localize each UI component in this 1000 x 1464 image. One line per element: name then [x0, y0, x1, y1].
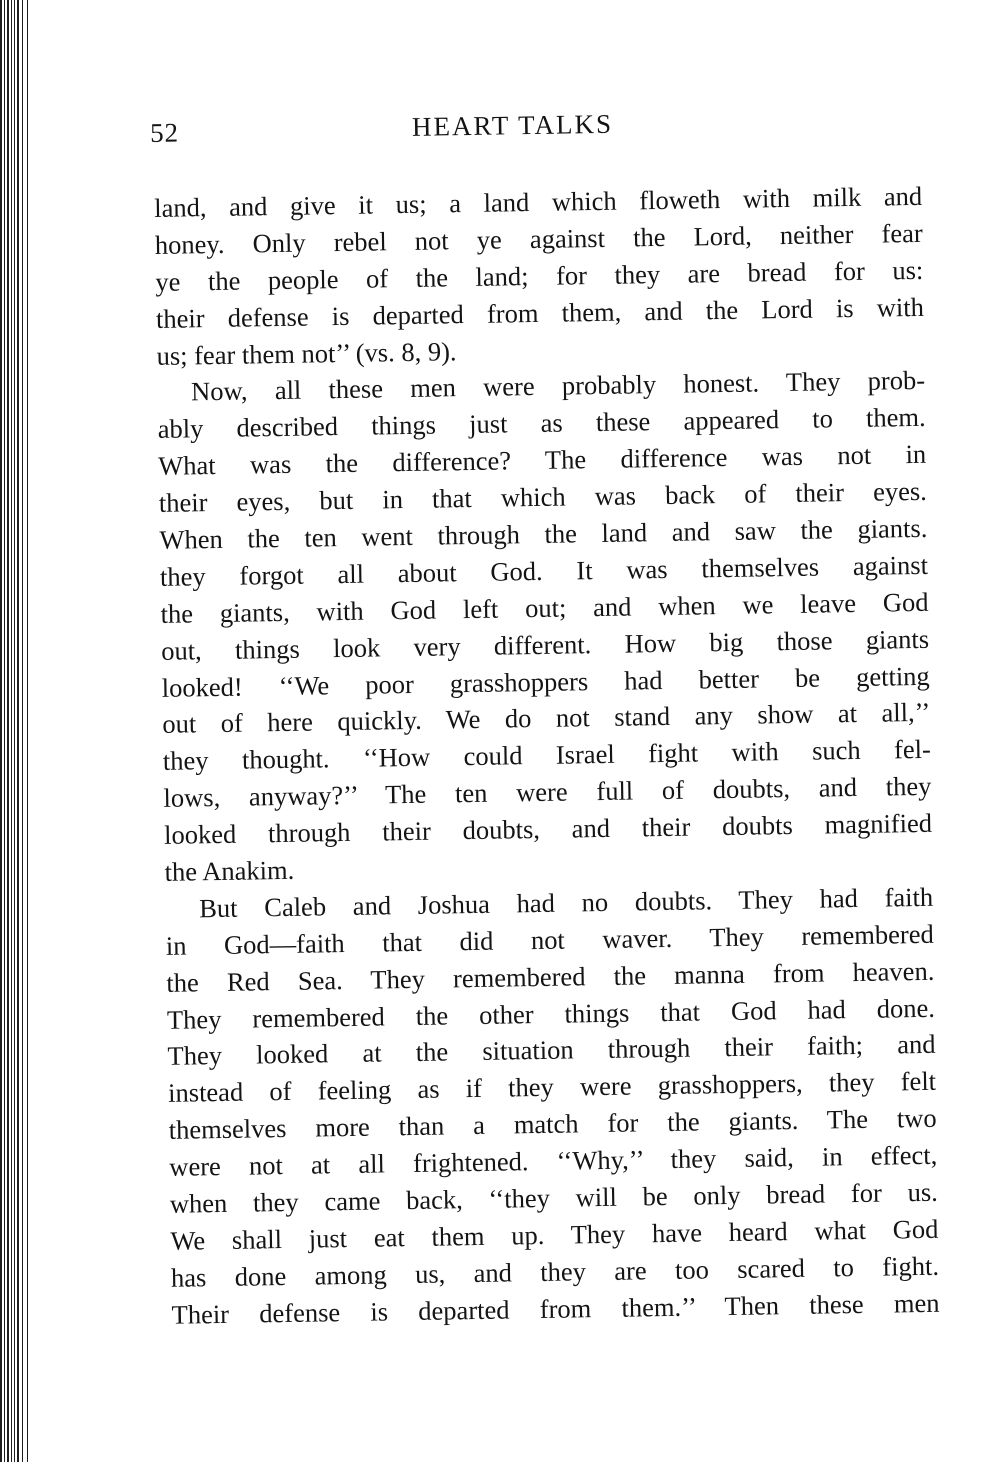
text-line: us; fear them not’’ (vs. 8, 9). [156, 335, 457, 371]
text-line: instead of feeling as if they were grasshoppers, they felt [167, 1066, 937, 1109]
text-line: ye the people of the land; for they are bread for us: [155, 254, 924, 297]
paragraph [154, 178, 925, 374]
text-line: Their defense is departed from them.’’ Then these men [171, 1287, 940, 1330]
text-line: land, and give it us; a land which floweth with milk and [153, 180, 923, 223]
running-head [150, 100, 919, 156]
text-line: ably described things just as these appeared to them. [157, 402, 926, 445]
text-line: We shall just eat them up. They have heard what God [170, 1213, 939, 1256]
text-line: out, things look very different. How big those giants [160, 623, 930, 666]
body-text [154, 178, 940, 1334]
text-line: they forgot all about God. It was themselves against [159, 549, 929, 592]
text-line: out of here quickly. We do not stand any show at all,’’ [162, 697, 931, 740]
page-number: 52 [149, 117, 180, 148]
text-line: in God—faith that did not waver. They remembered [165, 918, 934, 961]
paragraph [165, 879, 940, 1334]
text-line: the Anakim. [164, 854, 295, 887]
text-line: When the ten went through the land and saw the giants. [159, 512, 928, 555]
text-line: They remembered the other things that God had done. [166, 992, 936, 1035]
text-line: looked through their doubts, and their doubts magnified [163, 807, 933, 851]
text-line: They looked at the situation through their faith; and [167, 1029, 936, 1072]
text-line: looked! ‘‘We poor grasshoppers had better be getting [161, 660, 930, 703]
text-line: themselves more than a match for the giants. The two [168, 1103, 937, 1146]
text-line: Now, all these men were probably honest. They prob- [190, 365, 926, 407]
text-line: But Caleb and Joshua had no doubts. They had faith [198, 881, 934, 924]
text-line: has done among us, and they are too scared to fight. [170, 1250, 940, 1293]
text-line: What was the difference? The difference was not in [158, 439, 927, 482]
text-line: when they came back, ‘‘they will be only bread for us. [169, 1176, 939, 1219]
text-line: the giants, with God left out; and when we leave God [160, 586, 929, 629]
text-line: the Red Sea. They remembered the manna from heaven. [166, 955, 935, 998]
text-line: lows, anyway?’’ The ten were full of doubts, and they [163, 771, 932, 814]
paragraph [157, 362, 933, 890]
text-line: they thought. ‘‘How could Israel fight with such fel- [162, 734, 932, 777]
text-line: their eyes, but in that which was back of their eyes. [158, 475, 928, 519]
running-head-title: HEART TALKS [411, 108, 614, 142]
text-line: their defense is departed from them, and the Lord is with [155, 291, 925, 334]
text-line: were not at all frightened. ‘‘Why,’’ they said, in effect, [169, 1139, 938, 1182]
text-line: honey. Only rebel not ye against the Lord, neither fear [154, 217, 923, 260]
